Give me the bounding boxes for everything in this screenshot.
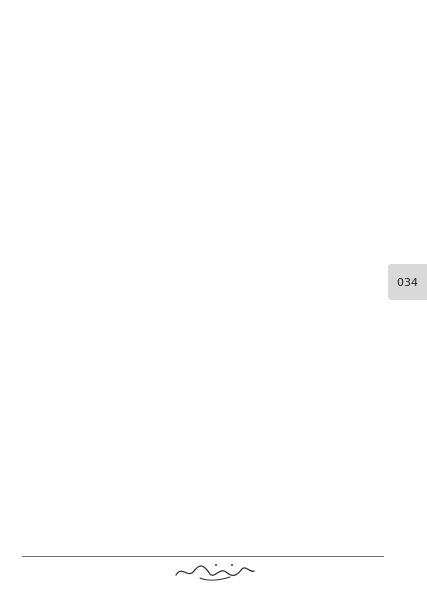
article-column-left [22, 20, 193, 536]
signature-icon [170, 561, 260, 583]
page-number: 034 [397, 275, 418, 289]
footer-rule [22, 556, 384, 557]
article-column-right [210, 20, 382, 536]
page-number-tab [388, 264, 427, 300]
